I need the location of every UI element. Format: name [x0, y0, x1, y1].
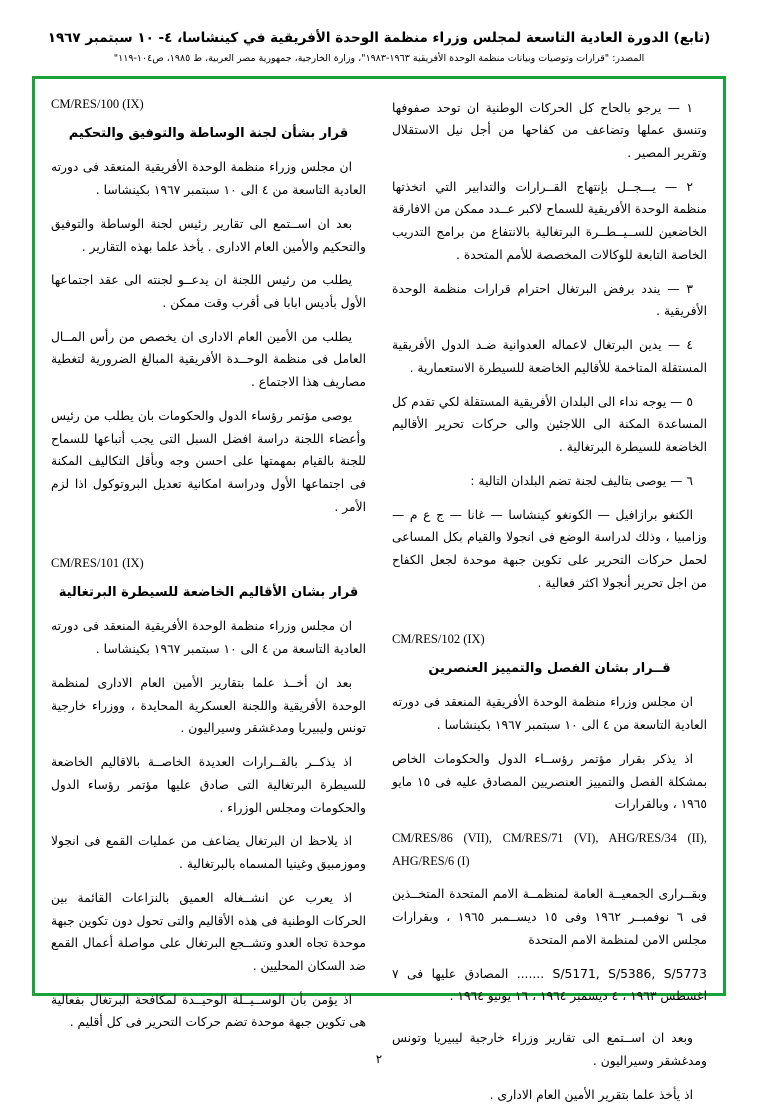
- paragraph: اذ يعرب عن انشــغاله العميق بالنزاعات القائمة بين الحركات الوطنية فى هذه الأقاليم والتى تحول دون تكوين جبهة موحدة تجاه العدو وتشــجع البرتغال على مواصلة أعمال القمع ضد السكان المحليين .: [51, 890, 366, 973]
- paragraph: S/5171, S/5386, S/5773 ....... المصادق عليها فى ٧ اغسطس ١٩٦٣ ، ٤ ديسمبر ١٩٦٤ ، ١٦ يونيو ١٩٦٤ .: [392, 966, 707, 1004]
- paragraph: ان مجلس وزراء منظمة الوحدة الأفريقية المنعقد فى دورته العادية التاسعة من ٤ الى ١٠ سبتمبر ١٩٦٧ بكينشاسا .: [51, 160, 366, 198]
- resolution-title: قرار بشان الأقاليم الخاضعة للسيطرة البرتغالية: [58, 584, 359, 600]
- paragraph: اذ يذكر بقرار مؤتمر رؤســاء الدول والحكومات الخاص بمشكلة الفصل والتمييز العنصريين المصادق عليه فى ١٥ مايو ١٩٦٥ ، وبالقرارات: [392, 751, 707, 812]
- content-frame: [32, 76, 726, 1102]
- paragraph: ٦ — يوصى بتاليف لجنة تضم البلدان التالية :: [470, 473, 693, 488]
- paragraph: ٣ — يندد برفض البرتغال احترام قرارات منظمة الوحدة الأفريقية .: [392, 281, 707, 319]
- paragraph: ان مجلس وزراء منظمة الوحدة الأفريقية المنعقد فى دورته العادية التاسعة من ٤ الى ١٠ سبتمبر ١٩٦٧ بكينشاسا .: [392, 695, 707, 733]
- paragraph: ٢ — يـــجــل بإنتهاج القــرارات والتدابير التي اتخذتها منظمة الوحدة الأفريقية للسماح لاكبر عــدد ممكن من الافارقة الخاضعين للســيــطــرة البرتغالية بالانتفاع من برامج التدريب الخاصة التابعة للوكالات المخصصة للأمم المتحدة .: [392, 179, 707, 262]
- resolution-title: قرار بشأن لجنة الوساطة والتوفيق والتحكيم: [68, 125, 349, 141]
- paragraph: بعد ان أخــذ علما بتقارير الأمين العام الادارى لمنظمة الوحدة الأفريقية واللجنة العسكرية المحايدة ، ووزراء خارجية تونس وليبيريا ومدغشقر وسيراليون .: [51, 675, 366, 736]
- page-number: ٢: [375, 1052, 383, 1066]
- resolution-code: CM/RES/102 (IX): [392, 631, 485, 646]
- left-column: [51, 96, 366, 1030]
- resolution-code: CM/RES/100 (IX): [51, 96, 144, 111]
- paragraph-latin-refs: CM/RES/86 (VII), CM/RES/71 (VI), AHG/RES/34 (II), AHG/RES/6 (I): [392, 830, 707, 868]
- paragraph: الكنغو برازافيل — الكونغو كينشاسا — غانا — ج ع م — وزامبيا ، وذلك لدراسة الوضع فى انجولا والقيام بكل المساعى لحمل حركات التحرير على تكوين جبهة موحدة لجعل الكفاح من اجل تحرير أنجولا اكثر فعالية .: [392, 507, 707, 590]
- paragraph: ان مجلس وزراء منظمة الوحدة الأفريقية المنعقد فى دورته العادية التاسعة من ٤ الى ١٠ سبتمبر ١٩٦٧ بكينشاسا .: [51, 619, 366, 657]
- paragraph: اذ يلاحظ ان البرتغال يضاعف من عمليات القمع فى انجولا وموزمبيق وغينيا المسماه بالبرتغالية .: [51, 834, 366, 872]
- paragraph: اذ يؤمن بأن الوســيــلة الوحيــدة لمكافحة البرتغال بفعالية هى تكوين جبهة موحدة تضم حركات التحرير فى كل أقليم .: [51, 992, 366, 1030]
- paragraph: يطلب من رئيس اللجنة ان يدعــو لجنته الى عقد اجتماعها الأول بأديس ابابا فى أقرب وقت ممكن .: [51, 273, 366, 311]
- paragraph: ١ — يرجو بالحاح كل الحركات الوطنية ان توحد صفوفها وتنسق عملها وتضاعف من كفاحها من أجل نيل الاستقلال وتقرير المصير .: [392, 100, 707, 161]
- resolution-code: CM/RES/101 (IX): [51, 555, 144, 570]
- paragraph: بعد ان اســتمع الى تقارير رئيس لجنة الوساطة والتوفيق والتحكيم والأمين العام الادارى . يأخذ علما بهذه التقارير .: [51, 216, 366, 254]
- paragraph: وبقــرارى الجمعيــة العامة لمنظمــة الامم المتحدة المتخــذين فى ٦ نوفمبــر ١٩٦٢ وفى ١٥ ديســمبر ١٩٦٥ ، وبقرارات مجلس الامن لمنظمة الامم المتحدة: [392, 887, 707, 947]
- page-title: (تابع) الدورة العادية التاسعة لمجلس وزراء منظمة الوحدة الأفريقية في كينشاسا، ٤- ١٠ سبتمبر ١٩٦٧: [47, 30, 711, 46]
- paragraph: اذ يأخذ علما بتقرير الأمين العام الادارى .: [489, 1087, 693, 1102]
- paragraph: ٥ — يوجه نداء الى البلدان الأفريقية المستقلة لكي تقدم كل المساعدة المكنة الى اللاجئين والى حركات تحرير الأقاليم الخاضعة للسيطرة البرتغالية .: [392, 394, 707, 455]
- paragraph: وبعد ان اســتمع الى تقارير وزراء خارجية ليبيريا وتونس ومدغشقر وسيراليون .: [392, 1031, 707, 1068]
- resolution-title: قــرار بشان الفصل والتمييز العنصرين: [428, 660, 671, 676]
- paragraph: اذ يذكــر بالقــرارات العديدة الخاصــة بالاقاليم الخاضعة للسيطرة البرتغالية التى صادق عليها مؤتمر رؤساء الدول والحكومات ومجلس الوزراء .: [51, 755, 366, 815]
- paragraph: يوصى مؤتمر رؤساء الدول والحكومات بان يطلب من رئيس وأعضاء اللجنة دراسة افضل السبل التى يجب أتباعها للسماح للجنة بالقيام بمهمتها على احسن وجه وبأقل التكاليف المكنة فى اجتماعها الأول ودراسة امكانية تعديل البروتوكول اذا لزم الأمر .: [51, 408, 366, 514]
- source-note: المصدر: "قرارات وتوصيات وبيانات منظمة الوحدة الأفريقية ١٩٦٣-١٩٨٣"، وزارة الخارجية، جمهورية مصر العربية، ط ١٩٨٥، ص١٠٤-١١٩": [113, 53, 645, 65]
- paragraph: يطلب من الأمين العام الادارى ان يخصص من رأس المــال العامل فى منظمة الوحــدة الأفريقية المبالغ الضرورية لتغطية مصاريف هذا الاجتماع .: [51, 329, 366, 390]
- two-column-layout: [51, 96, 707, 1102]
- paragraph: ٤ — يدين البرتغال لاعماله العدوانية ضـد الدول الأفريقية المستقلة المتاخمة للأقاليم الخاضعة للسيطرة الاستعمارية .: [392, 338, 707, 375]
- right-column: [392, 97, 707, 1102]
